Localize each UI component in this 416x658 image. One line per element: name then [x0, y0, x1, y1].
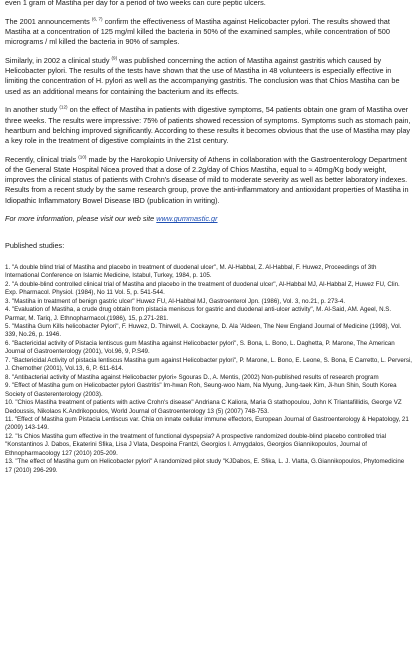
website-link[interactable]: www.gummastic.gr	[156, 214, 218, 224]
intro-paragraph: even 1 gram of Mastiha per day for a period of two weeks can cure peptic ulcers.	[5, 0, 266, 7]
p5-text-end: made by the Harokopio University of Athens in collaboration with the Gastroenterology Department of the General State Hospital Nicea proved that a dose of 2.2g/day of Chios Mastiha, equal to ≈ 40mg/Kg body weight, improves the clinical status of patients with Crohn's disease of mild to moderate severity as well as better laboratory indexes. Results from a recent study by the same research group, prove the anti-inflammatory and antioxidant properties of Mastiha in Idiopathic Inflammatory Bowel Disease IBD (publication in writing).	[5, 154, 409, 205]
reference-item: 12. "Is Chios Mastiha gum effective in the treatment of functional dyspepsia? A prospective randomized double-blind placebo controlled trial "Konstantinos J. Dabos, Ekaterini Sfika, Lisa J Vlata, Despoina Frantzi, Georgios I. Amygdalos, Georgios Giannikopoulos, Journal of Ethnopharmacology 127 (2010) 205-209.	[5, 432, 387, 457]
reference-item: 6. "Bactericidal activity of Pistacia lentiscus gum Mastiha against Helicobacter pylori", S. Bona, L. Bono, L. Daghetta, P. Marone, The American Journal of Gastroenterology (2001), Vol.96, 9, P.S49.	[5, 339, 395, 356]
reference-item: 7. "Bactericidal Activity of pistacia lentiscus Mastiha gum against Helicobacter pylori", P. Marone, L. Bono, E. Leone, S. Bona, E Carretto, L. Perversi, J. Chemother (2001), Vol.13, 6, P. 611-614.	[5, 356, 413, 373]
citation-10: (10)	[78, 154, 87, 160]
reference-item: 2. "A double-blind controlled clinical trial of Mastiha and placebo in the treatment of duodenal ulcer", Al-Habbal MJ, Al-Habbal Z, Huwez FU, Clin. Exp. Pharmacol. Physiol. (1984), No 11 Vol. 5, p. 541-544.	[5, 280, 400, 297]
published-studies-heading: Published studies:	[5, 240, 65, 250]
paragraph-digestive-study	[5, 105, 412, 146]
reference-item: 13. "The effect of Mastiha gum on Helicobacter pylori" A randomized pilot study "KJDabos, E. Sfika, L. J. Vlatta, G.Giannikopoulos, Phytomedicine 17 (2010) 296-299.	[5, 458, 405, 474]
p2-text-end: confirm the effectiveness of Mastiha against Helicobacter pylori. The results showed that Mastiha at a concentration of 125 mg/ml killed the bacteria in 50% of the examined samples, while concentration of 500 micrograms / ml killed the bacteria in 90% of samples.	[5, 16, 390, 47]
paragraph-2002-study	[5, 56, 412, 97]
citation-6-7: (6, 7)	[91, 16, 103, 22]
more-info-text: For more information, please visit our web site	[5, 214, 157, 224]
p5-text-start: Recently, clinical trials	[5, 154, 77, 164]
p3-text-start: Similarly, in 2002 a clinical study	[5, 56, 110, 65]
reference-item: 3. "Mastiha in treatment of benign gastric ulcer" Huwez FU, Al-Habbal MJ, Gastroenterol Jpn. (1986), Vol. 3, no.21, p. 273-4.	[5, 297, 346, 305]
reference-item: 8. "Antibacterial activity of Mastiha against Helicobacter pylori» Sgouras D., A. Mentis, (2002) Non-published results of research program	[5, 373, 379, 381]
reference-item: 9. "Effect of Mastiha gum on Helicobacter pylori Gastritis" Im-hwan Roh, Seung-woo Nam, Na Myung, Jung-taek Kim, Ji-hun Shin, South Korea Society of Gasterenterology (2003).	[5, 382, 397, 398]
citation-12: (12)	[59, 104, 68, 110]
p3-text-end: was published concerning the action of Mastiha against gastritis which caused by Helicobacter pylori. The results of the tests have shown that the use of Mastiha in 48 volunteers is especially effective in limiting the concentration of H. pylori as well as the accompanying gastritis. The conclusion was that Chios Mastiha can be used as an additional means for containing the bacterium and its effects.	[5, 56, 400, 96]
reference-item: 5. "Mastiha Gum Kills helicobacter Pylori", F. Huwez, D. Thirwell, A. Cockayne, D. Ala 'Aldeen, The New England Journal of Medicine (1998), Vol. 339, No.26, p. 1946.	[5, 323, 402, 339]
more-info-line	[5, 214, 412, 224]
p4-text-end: on the effect of Mastiha in patients with digestive symptoms, 54 patients obtain one gram of Mastiha over three weeks. The results were impressive: 75% of patients showed recession of symptoms. Symptoms such as stomach pain, heartburn and belching improved significantly. According to these results it becomes obvious that the use of Mastiha may play a key role in the treatment of digestive complaints in the 21st century.	[5, 105, 411, 146]
p4-text-start: In another study	[5, 105, 58, 115]
reference-item: 4. "Evaluation of Mastiha, a crude drug obtain from pistacia meniscus for gastric and duodenal anti-ulcer activity", M. Al-Said, AM. Ageel, N.S. Parmar, M. Tariq, J. Ethnopharmacol.(1986), 15, p.271-281.	[5, 306, 392, 322]
reference-item: 11. "Effect of Mastiha gum Pistacia Lentiscus var. Chia on innate cellular immune effectors, European Journal of Gastroenterology & Hepatology, 21 (2009) 143-149.	[5, 415, 409, 432]
citation-9: (9)	[111, 55, 118, 61]
paragraph-2001-announcements	[5, 17, 412, 48]
paragraph-clinical-trials	[5, 155, 412, 206]
reference-item: 1. "A double blind trial of Mastiha and placebo in treatment of duodenal ulcer", M. Al-Habbal, Z. Al-Habbal, F. Huwez, Proceedings of 3th International Conference on Islamic Medicine, Istabul, Turkey, 1984, p. 105.	[5, 263, 377, 280]
p2-text-start: The 2001 announcements	[5, 16, 90, 26]
reference-item: 10. "Chios Mastiha treatment of patients with active Crohn's disease" Andriana C Kaliora, Maria G stathopoulou, John K Triantafillidis, George VZ Dedoussis, Nikolaos K.Andrikopoulos, World Journal of Gastroenterology 13 (5) (2007) 748-753.	[5, 399, 402, 415]
references-list	[5, 264, 412, 475]
